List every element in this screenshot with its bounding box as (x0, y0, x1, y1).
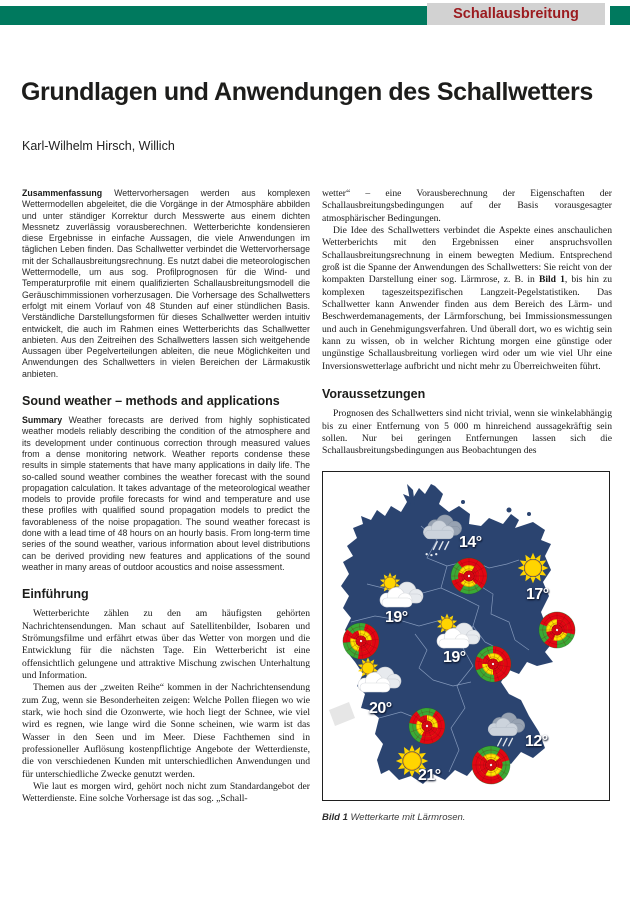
continuation-paragraph-2 (322, 225, 612, 373)
article-title: Grundlagen und Anwendungen des Schallwetters (21, 78, 593, 106)
summary-heading: Sound weather – methods and applications (22, 394, 280, 409)
section-tab-label: Schallausbreitung (453, 6, 579, 22)
temperature-label: 14° (459, 533, 482, 551)
abstract-paragraph (22, 188, 310, 380)
header-bar-right (610, 6, 630, 25)
noise-rose-icon (538, 611, 576, 649)
prereq-heading: Voraussetzungen (322, 387, 426, 402)
noise-rose-icon (474, 645, 512, 683)
prereq-paragraph-1: Prognosen des Schallwetters sind nicht trivial, wenn sie winkelabhängig bis zu einer Entfernung von 5 000 m hinreichend aussagekräftig sein sollen. Nur bei geringen Entfernungen lassen sich die Schallausbreitungsbedingungen aus Beobachtungen des (322, 408, 612, 457)
summary-label: Summary (22, 415, 63, 426)
figure-weather-map (322, 471, 610, 801)
intro-paragraph-2: Themen aus der „zweiten Reihe“ kommen in der Nachrichtensendung zum Zug, wenn sie Besonderheiten zeigen: Welche Pollen fliegen wo wie stark, wie hoch sind die Ozonwerte, wie hoch liegt der Schnee, wie viel wird es regnen, wie lange wird die Sonne scheinen, wie warm ist das Wasser in den Seen und im Meer. Diese Fachthemen sind in professioneller Auflösung kostenpflichtige Angebote der Wetterdienste, die von verschiedenen Kunden mit unterschiedlichen Anwendungen und für unterschiedliche Zwecke genutzt werden. (22, 682, 310, 780)
continuation-paragraph-1: wetter“ – eine Vorausberechnung der Eigenschaften der Schallausbreitungsbedingungen auf der Basis vorausgesagter atmosphärischer Bedingungen. (322, 188, 612, 224)
continuation-text-pre: Die Idee des Schallwetters verbindet die Aspekte eines anschaulichen Wetterberichts mit den Ergebnissen einer anspruchsvollen Schallausbreitungsrechnung in einem bewegten Medium. Entsprechend groß ist die Spanne der Anwendungen des Schallwetters: Sie reicht von der kompakten Darstellung einer sog. Lärmrose, z. B. in (322, 225, 612, 286)
island-dot (507, 507, 512, 512)
left-column (22, 188, 310, 806)
noise-rose-icon (450, 557, 488, 595)
header-bar-left (0, 6, 427, 25)
island-dot (461, 500, 465, 504)
intro-paragraph-1: Wetterberichte zählen zu den am häufigsten gehörten Nachrichtensendungen. Man schaut auf Satellitenbilder, Isobaren und Strömungsfilme und erfährt etwas über das Wetter von morgen und die Entwicklung für die nächsten Tage. Ein Wetterbericht ist eine offensichtlich gelungene und attraktive Mischung zwischen Unterhaltung und Information. (22, 608, 310, 681)
temperature-label: 19° (385, 608, 408, 626)
intro-paragraph-3: Wie laut es morgen wird, gehört noch nicht zum Standardangebot der Wetterdienste. Eine solche Vorhersage ist das sog. „Schall- (22, 781, 310, 805)
figure-caption-label: Bild 1 (322, 811, 348, 823)
right-column (322, 188, 612, 823)
noise-rose-icon (471, 745, 511, 785)
noise-rose-icon (408, 707, 446, 745)
section-tab (427, 3, 605, 25)
summary-paragraph (22, 415, 310, 573)
temperature-label: 17° (526, 585, 549, 603)
article-author: Karl-Wilhelm Hirsch, Willich (22, 139, 175, 153)
figure-caption (322, 812, 612, 823)
temperature-label: 12° (525, 732, 548, 750)
abstract-text: Wettervorhersagen werden aus komplexen Wettermodellen abgeleitet, die die Vorgänge in der Atmosphäre abbilden und unter ständiger Korrektur durch Messwerte aus einem dichten Messnetz zuverlässig vorausberechnen. Wetterberichte kondensieren diese Ergebnisse in einfache Aussagen, die viele Anwendungen im täglichen Leben finden. Das Schallwetter verbindet die Wettervorhersage mit der Schallausbreitungsrechnung. Es nutzt dabei die meteorologischen Wettermodelle, um aus sog. Profilprognosen für die Wind- und Temperaturprofile mit einem qualifizierten Schallausbreitungsmodell die Geräuschimmissionen vorherzusagen. Die Vorhersage des Schallwetters erfolgt mit einem Vorlauf von 48 Stunden auf einer stündlichen Basis. Verständliche Darstellungsformen für dieses Schallwetter werden intuitiv entwickelt, die auch im Rahmen eines Wetterberichts das Schallwetter anbieten. Aus den Zeitreihen des Schallwetters lassen sich weitgehende Aussagen über Pegelverteilungen ableiten, die neue Möglichkeiten und Anwendungen des Schallwetters in vielen Bereichen der Lärmakustik anbieten. (22, 188, 310, 379)
noise-rose-icon (342, 622, 380, 660)
summary-text: Weather forecasts are derived from highly sophisticated weather models reliably describing the condition of the atmosphere and its development under continuous correction through measured values from a dense monitoring network. Weather reports condense these results in simple statements that have many applications in daily life. The so-called sound weather combines the weather forecast with the sound propagation calculation. It takes advantage of the meteorological weather models to provide profile forecasts for wind and temperature and use these profiles with qualified sound propagation models to predict the favorableness of the noise propagation. The sound weather forecast is done with a lead time of 48 hours on an hourly basis. From long-term time series of the sound weather, various information about level distributions can be derived providing new features and applications of the sound weather in many areas of outdoor acoustics and noise assessment. (22, 415, 310, 572)
intro-heading: Einführung (22, 587, 89, 602)
temperature-label: 19° (443, 648, 466, 666)
neighbour-country-shape (329, 702, 355, 726)
figure-caption-text: Wetterkarte mit Lärmrosen. (350, 811, 466, 823)
abstract-label: Zusammenfassung (22, 188, 103, 198)
temperature-label: 20° (369, 699, 392, 717)
figure-reference: Bild 1 (538, 274, 565, 286)
sun-clouds-icon (373, 568, 429, 612)
sun-icon (515, 550, 551, 586)
island-dot (527, 512, 531, 516)
temperature-label: 21° (418, 766, 441, 784)
continuation-text-post: , bis hin zu komplexen tageszeitspezifischen Langzeit-Pegelstatistiken. Das Schallwetter kann Anwender finden aus dem Bereich des Lärm- und Beschwerdemanagements, der Lärmforschung, bei Immissionsmessungen und auch in Genehmigungsverfahren. Und überall dort, wo es wichtig sein kann zu wissen, ob in welcher Richtung morgen eine günstige oder ungünstige Schallausbreitung vorliegen wird oder um wie viel Uhr eine Inversionswetterlage aufbricht und nicht mehr zu Überreichweiten führt. (322, 274, 612, 372)
